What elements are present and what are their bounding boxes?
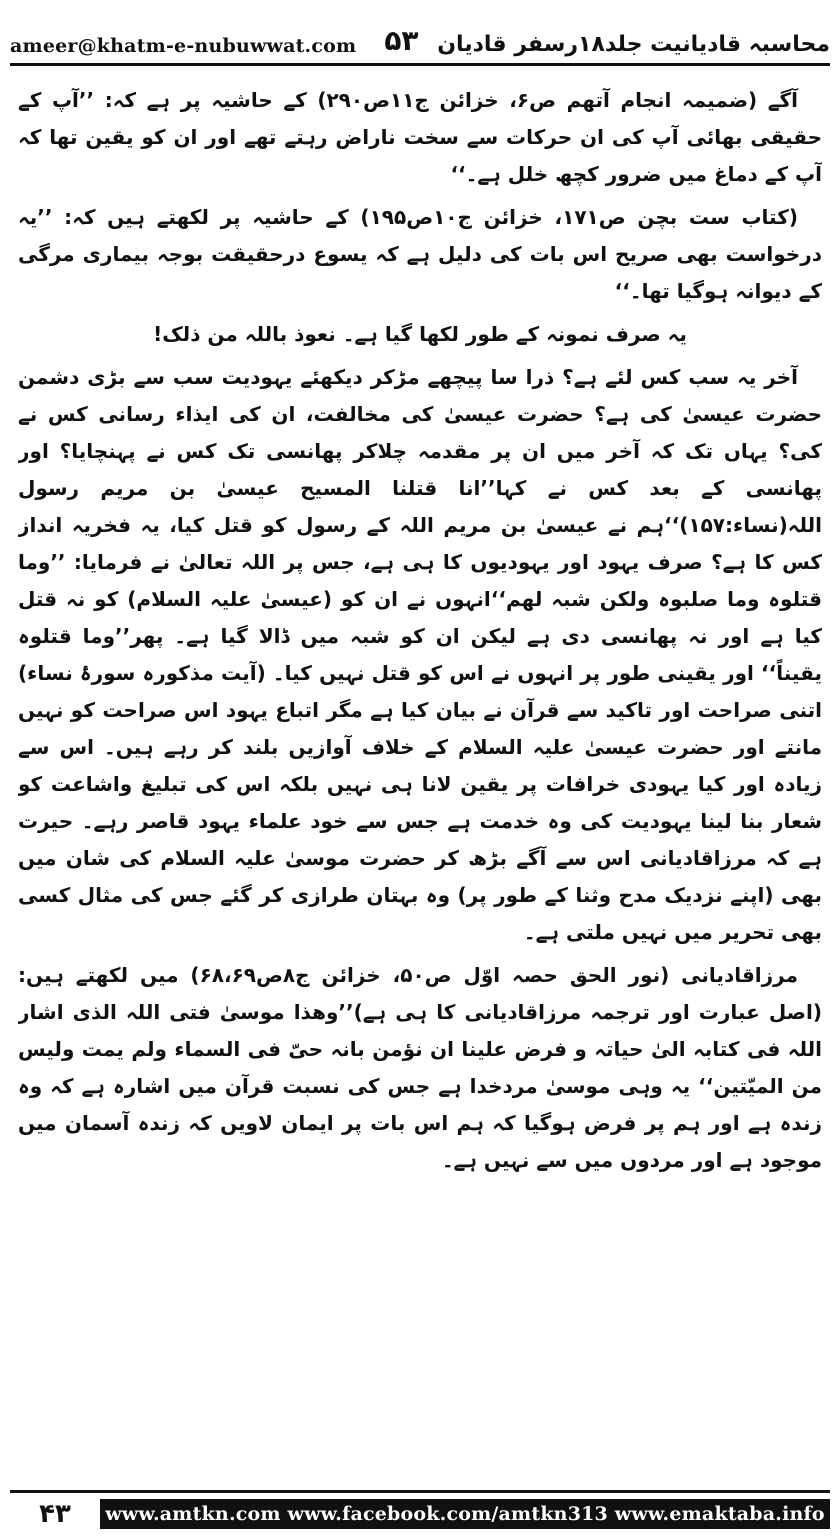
paragraph-2: (کتاب ست بچن ص۱۷۱، خزائن ج۱۰ص۱۹۵) کے حاشیہ پر لکھتے ہیں کہ: ’’یہ درخواست بھی صریح اس بات کی دلیل ہے کہ یسوع درحقیقت بوجہ بیماری مرگی کے دیوانہ ہوگیا تھا۔‘‘ bbox=[18, 205, 822, 303]
header-page-number: ۵۳ bbox=[384, 24, 419, 57]
paragraph-1: آگے (ضمیمہ انجام آتھم ص۶، خزائن ج۱۱ص۲۹۰) کے حاشیہ پر ہے کہ: ’’آپ کے حقیقی بھائی آپ کی ان حرکات سے سخت ناراض رہتے تھے اور ان کو یقین تھا کہ آپ کے دماغ میں ضرور کچھ خلل ہے۔‘‘ bbox=[18, 88, 822, 186]
page-body bbox=[18, 82, 822, 1492]
paragraph-5: مرزاقادیانی (نور الحق حصہ اوّل ص۵۰، خزائن ج۸ص۶۸،۶۹) میں لکھتے ہیں: (اصل عبارت اور ترجمہ مرزاقادیانی کا ہی ہے)’’وھذا موسیٰ فتی اللہ الذی اشار اللہ فی کتابہ الیٰ حیاتہ و فرض علینا ان نؤمن بانہ حیّ فی السماء ولم یمت ولیس من المیّتین‘‘ یہ وہی موسیٰ مردخدا ہے جس کی نسبت قرآن میں اشارہ ہے کہ وہ زندہ ہے اور ہم پر فرض ہوگیا کہ ہم اس بات پر ایمان لاویں کہ زندہ آسمان میں موجود ہے اور مردوں میں سے نہیں ہے۔ bbox=[18, 963, 822, 1172]
page-header bbox=[10, 8, 830, 66]
footer-page-number: ۴۳ bbox=[39, 1498, 71, 1529]
paragraph-4: آخر یہ سب کس لئے ہے؟ ذرا سا پیچھے مڑکر دیکھئے یہودیت سب سے بڑی دشمن حضرت عیسیٰ کی ہے؟ حضرت عیسیٰ کی مخالفت، ان کی ایذاء رسانی کس نے کی؟ یہاں تک کہ آخر میں ان پر مقدمہ چلاکر پھانسی تک کس نے پہنچایا؟ اور پھانسی کے بعد کس نے کہا’’انا قتلنا المسیح عیسیٰ بن مریم رسول اللہ(نساء:۱۵۷)‘‘ہم نے عیسیٰ بن مریم اللہ کے رسول کو قتل کیا، یہ فخریہ انداز کس کا ہے؟ صرف یہود اور یہودیوں کا ہی ہے، جس پر اللہ تعالیٰ نے فرمایا: ’’وما قتلوہ وما صلبوہ ولکن شبہ لھم‘‘انہوں نے ان کو (عیسیٰ علیہ السلام) کو نہ قتل کیا ہے اور نہ پھانسی دی ہے لیکن ان کو شبہ میں ڈالا گیا ہے۔ پھر’’وما قتلوہ یقیناً‘‘ اور یقینی طور پر انہوں نے اس کو قتل نہیں کیا۔ (آیت مذکورہ سورۂ نساء) اتنی صراحت اور تاکید سے قرآن نے بیان کیا ہے مگر اتباع یہود اس صراحت کو نہیں مانتے اور حضرت عیسیٰ علیہ السلام کے خلاف آوازیں بلند کر رہے ہیں۔ اس سے زیادہ اور کیا یہودی خرافات پر یقین لانا ہی نہیں بلکہ اس کی تبلیغ واشاعت کو شعار بنا لینا یہودیت کی وہ خدمت ہے جس سے خود علماء یہود قاصر رہے۔ حیرت ہے کہ مرزاقادیانی اس سے آگے بڑھ کر حضرت موسیٰ علیہ السلام کی شان میں بھی (اپنے نزدیک مدح وثنا کے طور پر) وہ بہتان طرازی کر گئے جس کی مثال کسی بھی تحریر میں نہیں ملتی ہے۔ bbox=[18, 365, 822, 944]
header-title: محاسبہ قادیانیت جلد۱۸رسفر قادیان bbox=[437, 32, 830, 57]
footer-links[interactable]: www.amtkn.com www.facebook.com/amtkn313 www.emaktaba.info bbox=[100, 1499, 830, 1529]
paragraph-3: یہ صرف نمونہ کے طور لکھا گیا ہے۔ نعوذ باللہ من ذلک! bbox=[153, 322, 687, 346]
page-footer bbox=[10, 1490, 830, 1534]
header-email[interactable]: ameer@khatm-e-nubuwwat.com bbox=[10, 35, 357, 57]
header-left-group bbox=[10, 24, 419, 57]
